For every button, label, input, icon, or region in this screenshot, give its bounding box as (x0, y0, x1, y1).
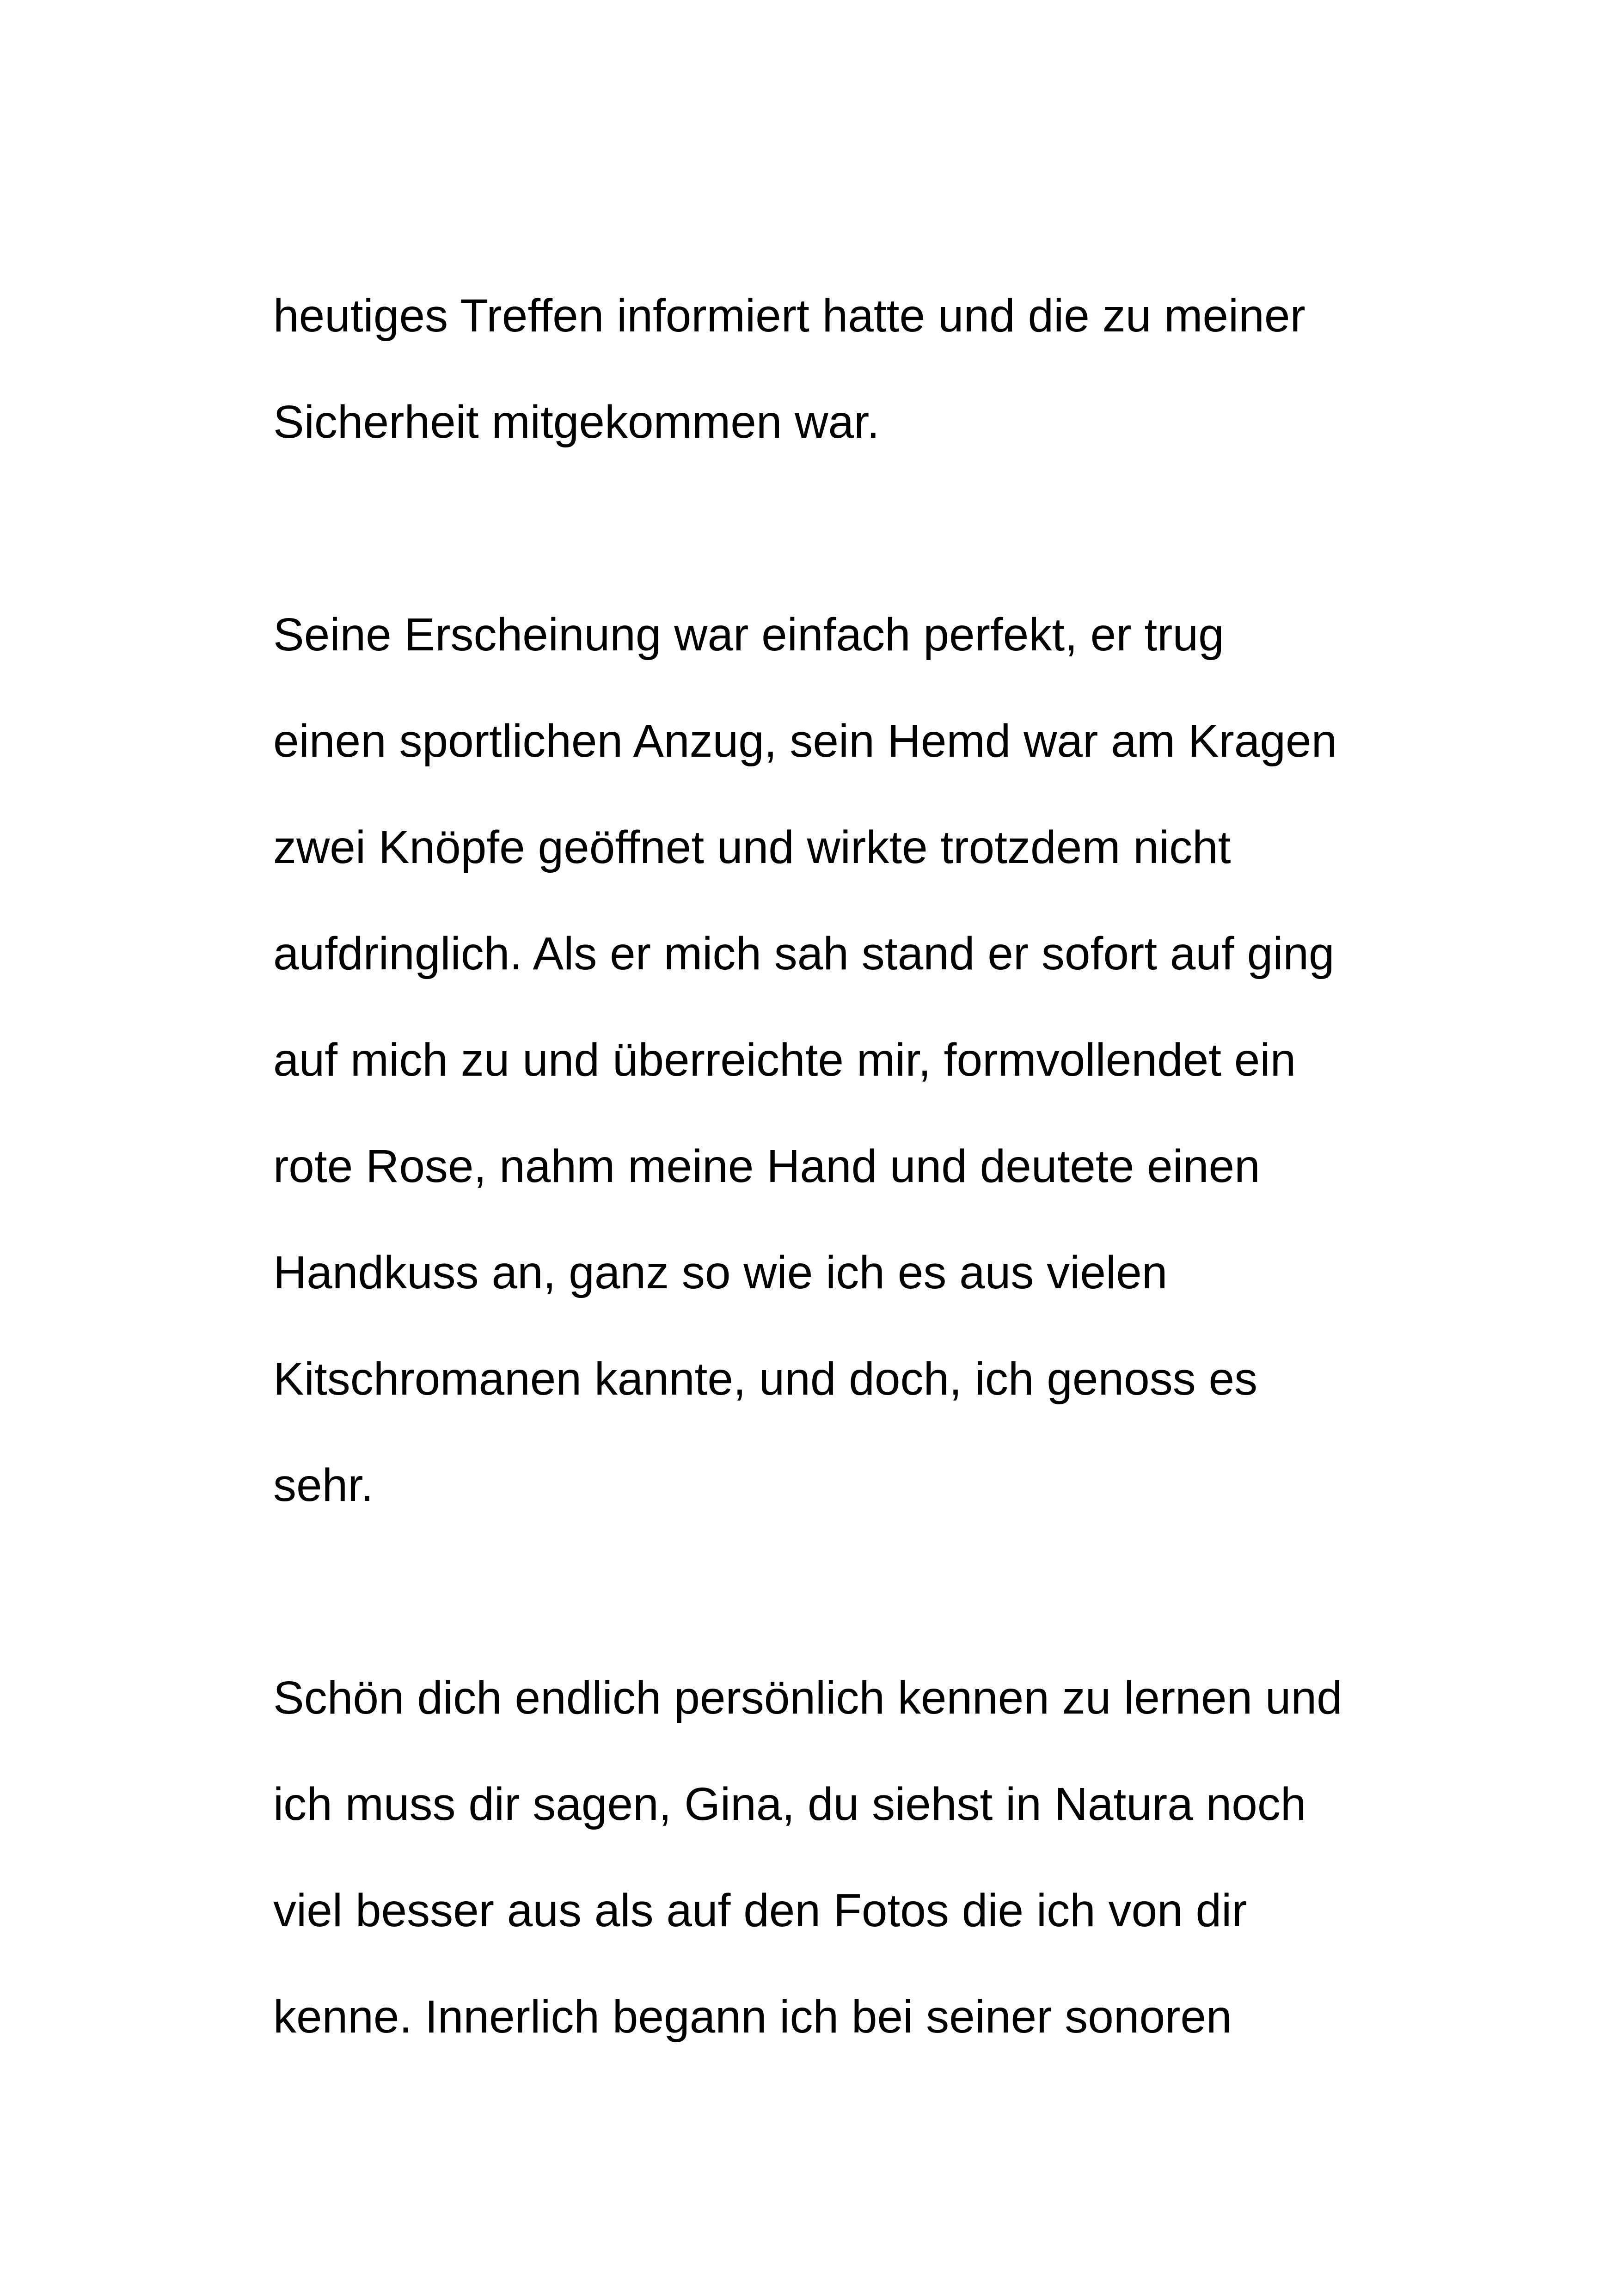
text-line: Kitschromanen kannte, und doch, ich genoss es (273, 1353, 1258, 1405)
body-text (273, 263, 1406, 2176)
text-line: aufdringlich. Als er mich sah stand er sofort auf ging (273, 928, 1335, 980)
text-line: Schön dich endlich persönlich kennen zu lernen und (273, 1672, 1342, 1724)
text-line: kenne. Innerlich begann ich bei seiner sonoren (273, 1991, 1232, 2043)
text-line: einen sportlichen Anzug, sein Hemd war am Kragen (273, 715, 1337, 767)
text-line: zwei Knöpfe geöffnet und wirkte trotzdem nicht (273, 821, 1231, 873)
text-line: viel besser aus als auf den Fotos die ich von dir (273, 1885, 1247, 1936)
text-line: ich muss dir sagen, Gina, du siehst in Natura noch (273, 1778, 1306, 1830)
text-line: heutiges Treffen informiert hatte und die zu meiner (273, 290, 1305, 342)
paragraph-3 (273, 1645, 1406, 2070)
text-line: sehr. (273, 1459, 374, 1511)
paragraph-1 (273, 263, 1406, 475)
text-line: auf mich zu und überreichte mir, formvollendet ein (273, 1034, 1296, 1086)
text-line: Handkuss an, ganz so wie ich es aus vielen (273, 1247, 1168, 1298)
text-line: rote Rose, nahm meine Hand und deutete einen (273, 1140, 1260, 1192)
text-line: Sicherheit mitgekommen war. (273, 396, 880, 448)
paragraph-2 (273, 582, 1406, 1538)
text-line: Seine Erscheinung war einfach perfekt, er trug (273, 609, 1224, 661)
